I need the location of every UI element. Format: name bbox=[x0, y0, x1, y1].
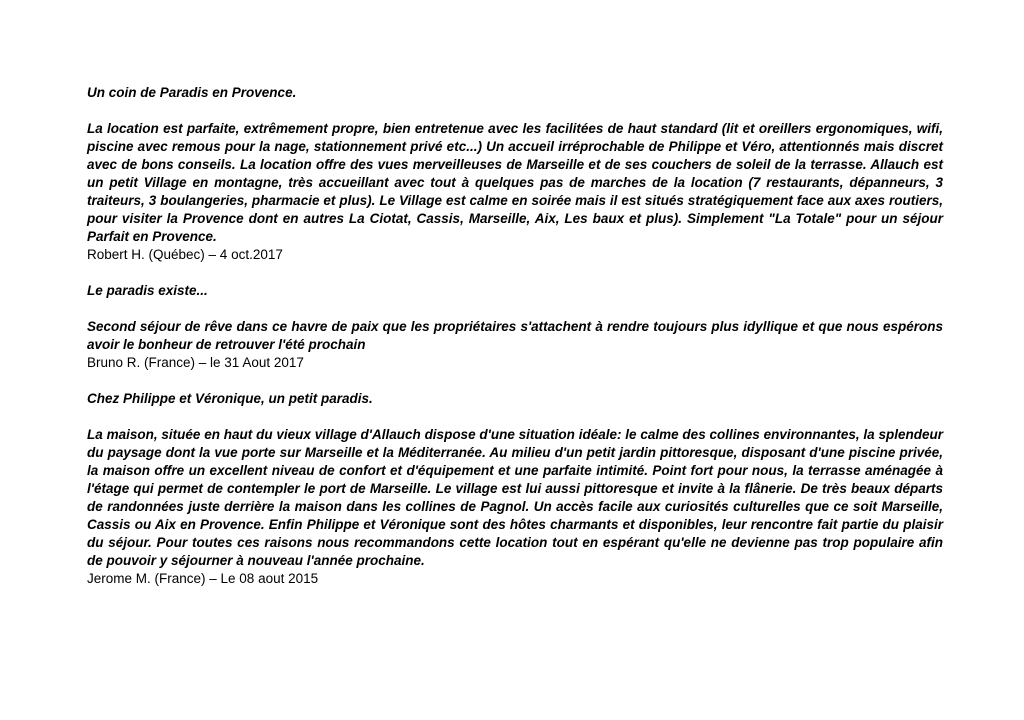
review-title: Le paradis existe... bbox=[87, 283, 208, 298]
review-author: Bruno R. (France) – le 31 Aout 2017 bbox=[87, 355, 304, 370]
review-author: Jerome M. (France) – Le 08 aout 2015 bbox=[87, 571, 319, 586]
review-author: Robert H. (Québec) – 4 oct.2017 bbox=[87, 247, 283, 262]
review-title: Chez Philippe et Véronique, un petit paradis. bbox=[87, 391, 373, 406]
review-title: Un coin de Paradis en Provence. bbox=[87, 85, 297, 100]
review-item bbox=[87, 390, 943, 588]
review-body: La location est parfaite, extrêmement propre, bien entretenue avec les facilitées de haut standard (lit et oreillers ergonomiques, wifi, piscine avec remous pour la nage, stationnement privé etc...) Un accueil irréprochable de Philippe et Véro, attentionnés mais discret avec de bons conseils. La location offre des vues merveilleuses de Marseille et de ses couchers de soleil de la terrasse. Allauch est un petit Village en montagne, très accueillant avec tout à quelques pas de marches de la location (7 restaurants, dépanneurs, 3 traiteurs, 3 boulangeries, pharmacie et plus). Le Village est calme en soirée mais il est situés stratégiquement face aux axes routiers, pour visiter la Provence dont en autres La Ciotat, Cassis, Marseille, Aix, Les baux et plus). Simplement "La Totale" pour un séjour Parfait en Provence. bbox=[87, 121, 943, 244]
review-body: Second séjour de rêve dans ce havre de paix que les propriétaires s'attachent à rendre toujours plus idyllique et que nous espérons avoir le bonheur de retrouver l'été prochain bbox=[87, 319, 943, 352]
review-item bbox=[87, 84, 943, 264]
review-item bbox=[87, 282, 943, 372]
review-body: La maison, située en haut du vieux village d'Allauch dispose d'une situation idéale: le calme des collines environnantes, la splendeur du paysage dont la vue porte sur Marseille et la Méditerranée. Au milieu d'un petit jardin pittoresque, disposant d'une piscine privée, la maison offre un excellent niveau de confort et d'équipement et une parfaite intimité. Point fort pour nous, la terrasse aménagée à l'étage qui permet de contempler le port de Marseille. Le village est lui aussi pittoresque et invite à la flânerie. De très beaux départs de randonnées juste derrière la maison dans les collines de Pagnol. Un accès facile aux curiosités culturelles que ce soit Marseille, Cassis ou Aix en Provence. Enfin Philippe et Véronique sont des hôtes charmants et disponibles, leur rencontre fait partie du plaisir du séjour. Pour toutes ces raisons nous recommandons cette location tout en espérant qu'elle ne devienne pas trop populaire afin de pouvoir y séjourner à nouveau l'année prochaine. bbox=[87, 427, 943, 568]
reviews-document bbox=[87, 84, 943, 606]
